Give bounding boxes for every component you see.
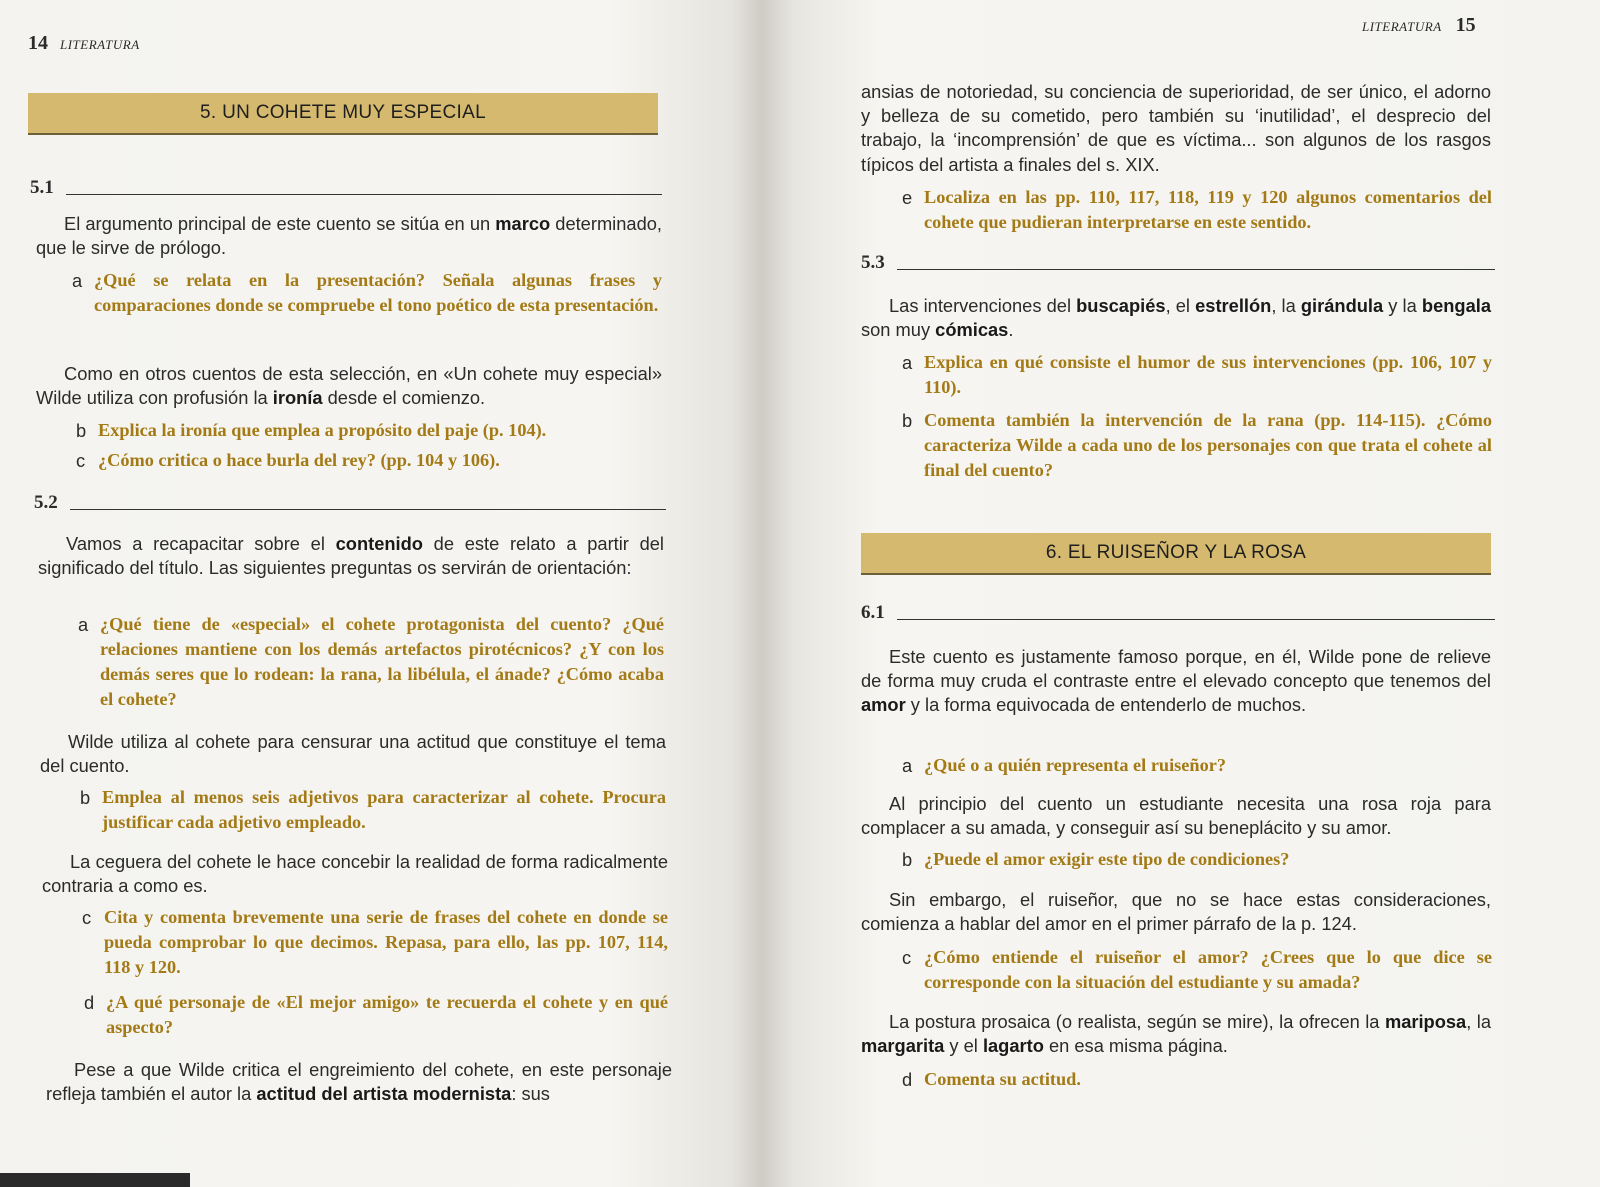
question-6-1-a: a ¿Qué o a quién representa el ruiseñor? [902, 755, 1226, 776]
right-page [762, 0, 1600, 1187]
question-5-2-d: d ¿A qué personaje de «El mejor amigo» te recuerda el cohete y en qué aspecto? [84, 992, 668, 1037]
right-running-head: LITERATURA [1362, 19, 1442, 34]
question-text: ¿Qué se relata en la presentación? Señala algunas frases y comparaciones donde se compruebe el tono poético de esta presentación. [94, 270, 662, 315]
left-page-number: 14 [28, 32, 48, 54]
question-5-1-c: c ¿Cómo critica o hace burla del rey? (pp. 104 y 106). [76, 450, 500, 471]
paragraph-6-1-nightingale: Sin embargo, el ruiseñor, que no se hace estas consideraciones, comienza a hablar del amor en el primer párrafo de la p. 124. [861, 889, 1491, 935]
paragraph-6-1-student: Al principio del cuento un estudiante necesita una rosa roja para complacer a su amada, y conseguir así su beneplácito y su amor. [861, 793, 1491, 839]
question-letter: a [72, 270, 83, 291]
question-5-1-b: b Explica la ironía que emplea a propósito del paje (p. 104). [76, 420, 547, 441]
question-5-1-a [72, 268, 662, 318]
section-5-3-header: 5.3 [861, 252, 1495, 274]
paragraph-6-1-prosaic: La postura prosaica (o realista, según se mire), la ofrecen la mariposa, la margarita y el lagarto en esa misma página. [861, 1011, 1491, 1057]
right-page-number: 15 [1455, 14, 1476, 36]
paragraph-5-2-blindness: La ceguera del cohete le hace concebir la realidad de forma radicalmente contraria a como es. [42, 851, 668, 897]
question-5-3-b: b Comenta también la intervención de la rana (pp. 114-115). ¿Cómo caracteriza Wilde a cada uno de los personajes con que trata el cohete al final del cuento? [902, 410, 1492, 480]
paragraph-continuation: ansias de notoriedad, su conciencia de superioridad, de ser único, el adorno y belleza de su cometido, pero también su ‘inutilidad’, el desprecio del trabajo, la ‘incomprensión’ de que es víctima... son algunos de los rasgos típicos del artista a finales del s. XIX. [861, 81, 1491, 175]
question-5-3-a: a Explica en qué consiste el humor de sus intervenciones (pp. 106, 107 y 110). [902, 352, 1492, 397]
question-5-2-c: c Cita y comenta brevemente una serie de frases del cohete en donde se pueda comprobar lo que decimos. Repasa, para ello, las pp. 107, 114, 118 y 120. [82, 907, 668, 977]
question-5-2-a: a ¿Qué tiene de «especial» el cohete protagonista del cuento? ¿Qué relaciones mantiene con los demás artefactos pirotécnicos? ¿Y con los demás seres que lo rodean: la rana, la libélula, el ánade? ¿Cómo acaba el cohete? [78, 614, 664, 709]
scan-edge-shadow [0, 1173, 190, 1187]
question-6-1-b: b ¿Puede el amor exigir este tipo de condiciones? [902, 849, 1290, 870]
paragraph-5-2-modernist: Pese a que Wilde critica el engreimiento del cohete, en este personaje refleja también el autor la actitud del artista modernista: sus [46, 1059, 672, 1105]
left-running-head: LITERATURA [60, 37, 140, 52]
right-folio [1362, 14, 1476, 37]
paragraph-5-1-intro: El argumento principal de este cuento se sitúa en un marco determinado, que le sirve de prólogo. [36, 213, 662, 259]
section-number: 5.1 [30, 177, 54, 198]
paragraph-5-3-intro: Las intervenciones del buscapiés, el estrellón, la girándula y la bengala son muy cómicas. [861, 295, 1492, 341]
section-5-1-header [30, 177, 662, 199]
left-folio [28, 32, 140, 55]
chapter-title-5: 5. UN COHETE MUY ESPECIAL [28, 93, 658, 135]
section-5-2-header: 5.2 [34, 492, 666, 514]
section-6-1-header: 6.1 [861, 602, 1495, 624]
paragraph-5-2-theme: Wilde utiliza al cohete para censurar una actitud que constituye el tema del cuento. [40, 731, 666, 777]
question-6-1-d: d Comenta su actitud. [902, 1069, 1081, 1090]
question-5-2-e: e Localiza en las pp. 110, 117, 118, 119 y 120 algunos comentarios del cohete que pudieran interpretarse en este sentido. [902, 187, 1492, 232]
left-page [0, 0, 762, 1187]
paragraph-5-1-irony: Como en otros cuentos de esta selección, en «Un cohete muy especial» Wilde utiliza con profusión la ironía desde el comienzo. [36, 363, 662, 409]
question-6-1-c: c ¿Cómo entiende el ruiseñor el amor? ¿Crees que lo que dice se corresponde con la situación del estudiante y su amada? [902, 947, 1492, 992]
section-rule [66, 194, 662, 195]
paragraph-5-2-intro: Vamos a recapacitar sobre el contenido de este relato a partir del significado del título. Las siguientes preguntas os servirán de orientación: [38, 533, 664, 579]
chapter-title-6: 6. EL RUISEÑOR Y LA ROSA [861, 533, 1491, 575]
question-5-2-b: b Emplea al menos seis adjetivos para caracterizar al cohete. Procura justificar cada adjetivo empleado. [80, 787, 666, 832]
paragraph-6-1-intro: Este cuento es justamente famoso porque, en él, Wilde pone de relieve de forma muy cruda el contraste entre el elevado concepto que tenemos del amor y la forma equivocada de entenderlo de muchos. [861, 646, 1491, 716]
